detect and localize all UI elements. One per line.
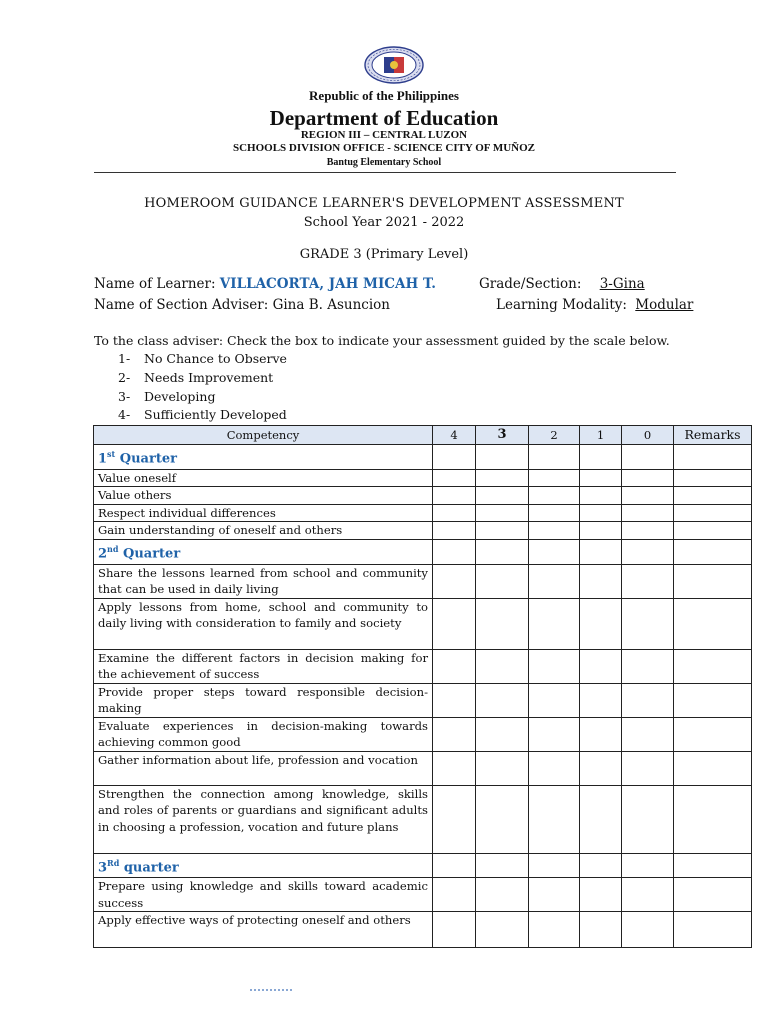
adviser-label: Name of Section Adviser: <box>94 297 269 313</box>
score-cell-1[interactable] <box>580 522 622 540</box>
remarks-cell[interactable] <box>674 785 752 853</box>
score-cell-1[interactable] <box>580 878 622 912</box>
score-cell-1[interactable] <box>580 785 622 853</box>
score-cell-2[interactable] <box>529 649 580 683</box>
score-cell-3[interactable] <box>476 522 529 540</box>
score-cell-3[interactable] <box>476 504 529 522</box>
score-cell-2[interactable] <box>529 683 580 717</box>
score-cell-1[interactable] <box>580 487 622 505</box>
score-cell-1[interactable] <box>580 564 622 598</box>
remarks-cell[interactable] <box>674 683 752 717</box>
table-row <box>94 912 752 948</box>
score-cell-1[interactable] <box>580 683 622 717</box>
score-cell-0[interactable] <box>622 717 674 751</box>
grade-section-row <box>479 276 645 292</box>
score-cell-3[interactable] <box>476 469 529 487</box>
score-cell-3[interactable] <box>476 564 529 598</box>
department-heading: Department of Education <box>269 106 499 130</box>
score-cell-3[interactable] <box>476 598 529 649</box>
assessment-table <box>93 425 752 948</box>
modality-label: Learning Modality: <box>496 297 627 313</box>
table-row <box>94 564 752 598</box>
score-cell-1[interactable] <box>580 649 622 683</box>
scale-label: Sufficiently Developed <box>144 407 287 422</box>
score-cell-3[interactable] <box>476 853 529 878</box>
scale-label: No Chance to Observe <box>144 351 287 366</box>
grade-section-value: 3-Gina <box>599 276 645 292</box>
table-row <box>94 504 752 522</box>
score-cell-1[interactable] <box>580 598 622 649</box>
score-cell-1[interactable] <box>580 717 622 751</box>
competency-text: Strengthen the connection among knowledge, skills and roles of parents or guardians and significant adults in choosing a profession, vocation and future plans <box>94 785 433 853</box>
score-cell-2[interactable] <box>529 564 580 598</box>
republic-heading: Republic of the Philippines <box>309 88 459 103</box>
competency-text: Evaluate experiences in decision-making towards achieving common good <box>94 717 433 751</box>
score-cell-4[interactable] <box>433 564 476 598</box>
table-row <box>94 751 752 785</box>
score-cell-0[interactable] <box>622 683 674 717</box>
table-row <box>94 598 752 649</box>
scale-number: 1- <box>118 351 131 366</box>
modality-value: Modular <box>635 297 694 313</box>
score-cell-4[interactable] <box>433 598 476 649</box>
learner-name-label: Name of Learner: <box>94 276 216 292</box>
quarter-row <box>94 445 752 470</box>
remarks-cell[interactable] <box>674 539 752 564</box>
scale-label: Developing <box>144 389 216 404</box>
score-cell-4[interactable] <box>433 487 476 505</box>
competency-text: Value others <box>94 487 433 505</box>
header-divider <box>94 172 676 173</box>
footer-mark <box>250 989 292 991</box>
score-cell-0[interactable] <box>622 469 674 487</box>
score-cell-4[interactable] <box>433 751 476 785</box>
quarter-label: 2nd Quarter <box>94 539 433 564</box>
score-cell-2[interactable] <box>529 504 580 522</box>
header-score-0: 0 <box>622 426 674 445</box>
score-cell-2[interactable] <box>529 853 580 878</box>
score-cell-2[interactable] <box>529 539 580 564</box>
score-cell-2[interactable] <box>529 912 580 948</box>
remarks-cell[interactable] <box>674 504 752 522</box>
score-cell-0[interactable] <box>622 649 674 683</box>
score-cell-4[interactable] <box>433 469 476 487</box>
competency-text: Gather information about life, profession and vocation <box>94 751 433 785</box>
scale-item <box>118 370 273 385</box>
score-cell-0[interactable] <box>622 598 674 649</box>
score-cell-2[interactable] <box>529 487 580 505</box>
header-score-4: 4 <box>433 426 476 445</box>
school-year: School Year 2021 - 2022 <box>303 215 465 230</box>
remarks-cell[interactable] <box>674 564 752 598</box>
score-cell-4[interactable] <box>433 912 476 948</box>
competency-text: Examine the different factors in decision making for the achievement of success <box>94 649 433 683</box>
score-cell-0[interactable] <box>622 539 674 564</box>
score-cell-3[interactable] <box>476 717 529 751</box>
scale-item <box>118 389 215 404</box>
adviser-value: Gina B. Asuncion <box>272 297 390 313</box>
score-cell-3[interactable] <box>476 912 529 948</box>
remarks-cell[interactable] <box>674 853 752 878</box>
competency-text: Apply effective ways of protecting oneself and others <box>94 912 433 948</box>
score-cell-3[interactable] <box>476 683 529 717</box>
competency-text: Share the lessons learned from school and community that can be used in daily living <box>94 564 433 598</box>
score-cell-2[interactable] <box>529 598 580 649</box>
score-cell-3[interactable] <box>476 878 529 912</box>
score-cell-1[interactable] <box>580 469 622 487</box>
score-cell-1[interactable] <box>580 912 622 948</box>
grade-section-label: Grade/Section: <box>479 276 582 292</box>
table-row <box>94 683 752 717</box>
score-cell-3[interactable] <box>476 649 529 683</box>
region-heading: REGION III – CENTRAL LUZON <box>300 129 468 141</box>
competency-text: Provide proper steps toward responsible decision-making <box>94 683 433 717</box>
remarks-cell[interactable] <box>674 445 752 470</box>
scale-item <box>118 407 287 422</box>
grade-level: GRADE 3 (Primary Level) <box>299 247 469 262</box>
remarks-cell[interactable] <box>674 717 752 751</box>
score-cell-4[interactable] <box>433 522 476 540</box>
competency-text: Gain understanding of oneself and others <box>94 522 433 540</box>
table-row <box>94 785 752 853</box>
score-cell-0[interactable] <box>622 912 674 948</box>
score-cell-2[interactable] <box>529 717 580 751</box>
quarter-row <box>94 853 752 878</box>
score-cell-0[interactable] <box>622 445 674 470</box>
competency-text: Prepare using knowledge and skills toward academic success <box>94 878 433 912</box>
header-remarks: Remarks <box>674 426 752 445</box>
score-cell-2[interactable] <box>529 878 580 912</box>
header-competency: Competency <box>94 426 433 445</box>
scale-number: 3- <box>118 389 131 404</box>
table-row <box>94 522 752 540</box>
table-row <box>94 487 752 505</box>
learner-name-row <box>94 276 436 292</box>
deped-seal-logo <box>364 46 424 84</box>
score-cell-1[interactable] <box>580 751 622 785</box>
score-cell-4[interactable] <box>433 683 476 717</box>
remarks-cell[interactable] <box>674 469 752 487</box>
competency-text: Apply lessons from home, school and community to daily living with consideration to family and society <box>94 598 433 649</box>
scale-item <box>118 351 287 366</box>
remarks-cell[interactable] <box>674 751 752 785</box>
table-row <box>94 878 752 912</box>
score-cell-1[interactable] <box>580 853 622 878</box>
division-heading: SCHOOLS DIVISION OFFICE - SCIENCE CITY OF MUÑOZ <box>232 142 536 154</box>
quarter-label: 3Rd quarter <box>94 853 433 878</box>
adviser-row <box>94 297 390 313</box>
remarks-cell[interactable] <box>674 522 752 540</box>
table-row <box>94 717 752 751</box>
scale-number: 2- <box>118 370 131 385</box>
score-cell-0[interactable] <box>622 751 674 785</box>
score-cell-2[interactable] <box>529 469 580 487</box>
score-cell-4[interactable] <box>433 539 476 564</box>
document-title: HOMEROOM GUIDANCE LEARNER'S DEVELOPMENT ASSESSMENT <box>144 196 624 211</box>
score-cell-3[interactable] <box>476 487 529 505</box>
modality-row <box>496 297 693 313</box>
score-cell-4[interactable] <box>433 853 476 878</box>
score-cell-3[interactable] <box>476 785 529 853</box>
school-heading: Bantug Elementary School <box>326 157 442 168</box>
score-cell-4[interactable] <box>433 785 476 853</box>
score-cell-2[interactable] <box>529 785 580 853</box>
score-cell-0[interactable] <box>622 853 674 878</box>
scale-number: 4- <box>118 407 131 422</box>
score-cell-2[interactable] <box>529 445 580 470</box>
score-cell-4[interactable] <box>433 878 476 912</box>
score-cell-4[interactable] <box>433 649 476 683</box>
score-cell-0[interactable] <box>622 564 674 598</box>
score-cell-0[interactable] <box>622 522 674 540</box>
header-score-3: 3 <box>476 426 529 445</box>
score-cell-3[interactable] <box>476 445 529 470</box>
score-cell-1[interactable] <box>580 539 622 564</box>
remarks-cell[interactable] <box>674 649 752 683</box>
score-cell-4[interactable] <box>433 717 476 751</box>
score-cell-0[interactable] <box>622 785 674 853</box>
competency-text: Value oneself <box>94 469 433 487</box>
table-row <box>94 469 752 487</box>
learner-name-value: VILLACORTA, JAH MICAH T. <box>219 276 436 292</box>
table-header-row <box>94 426 752 445</box>
score-cell-0[interactable] <box>622 504 674 522</box>
remarks-cell[interactable] <box>674 878 752 912</box>
score-cell-3[interactable] <box>476 539 529 564</box>
score-cell-0[interactable] <box>622 878 674 912</box>
quarter-row <box>94 539 752 564</box>
score-cell-3[interactable] <box>476 751 529 785</box>
header-score-2: 2 <box>529 426 580 445</box>
score-cell-2[interactable] <box>529 522 580 540</box>
score-cell-2[interactable] <box>529 751 580 785</box>
score-cell-1[interactable] <box>580 445 622 470</box>
quarter-label: 1st Quarter <box>94 445 433 470</box>
remarks-cell[interactable] <box>674 912 752 948</box>
header-score-1: 1 <box>580 426 622 445</box>
remarks-cell[interactable] <box>674 487 752 505</box>
score-cell-0[interactable] <box>622 487 674 505</box>
scale-label: Needs Improvement <box>144 370 274 385</box>
remarks-cell[interactable] <box>674 598 752 649</box>
instructions-text: To the class adviser: Check the box to indicate your assessment guided by the scale below. <box>94 333 670 348</box>
table-row <box>94 649 752 683</box>
score-cell-1[interactable] <box>580 504 622 522</box>
score-cell-4[interactable] <box>433 504 476 522</box>
competency-text: Respect individual differences <box>94 504 433 522</box>
score-cell-4[interactable] <box>433 445 476 470</box>
